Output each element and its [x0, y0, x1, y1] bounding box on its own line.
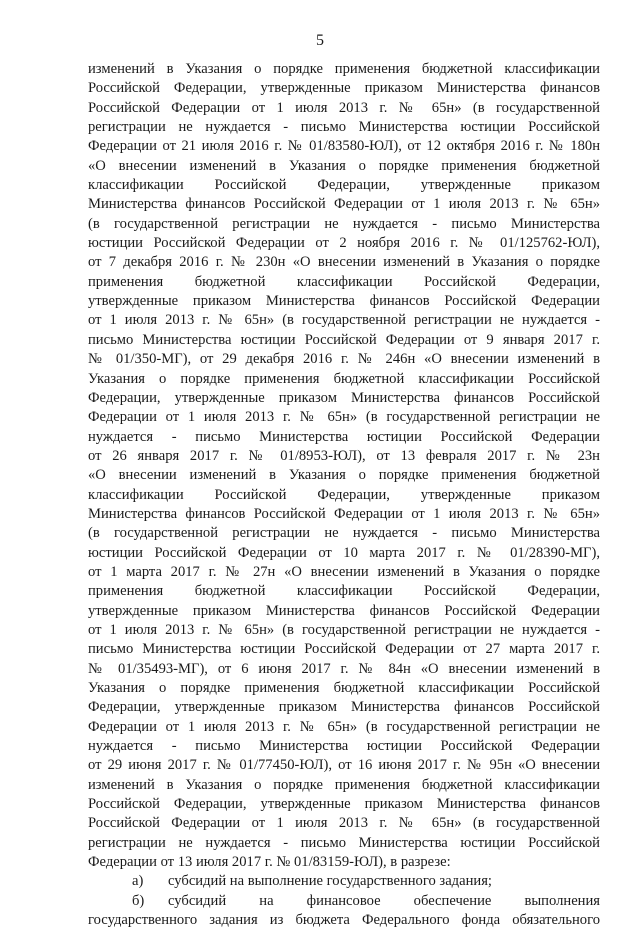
paragraph-line: от 1 июля 2013 г. № 65н» (в государственной регистрации не нуждается -: [88, 621, 600, 638]
paragraph-line: нуждается - письмо Министерства юстиции Российской Федерации: [88, 738, 600, 755]
paragraph-line: «О внесении изменений в Указания о порядке применения бюджетной: [88, 467, 600, 484]
list-item-text: субсидий на выполнение государственного задания;: [168, 873, 492, 890]
paragraph-line: утвержденные приказом Министерства финансов Российской Федерации: [88, 293, 600, 310]
list-item-text: субсидий на финансовое обеспечение выполнения: [168, 892, 600, 909]
paragraph-line: Российской Федерации, утвержденные приказом Министерства финансов: [88, 796, 600, 813]
paragraph-line: от 7 декабря 2016 г. № 230н «О внесении изменений в Указания о порядке: [88, 254, 600, 271]
page-number: 5: [316, 32, 324, 49]
paragraph-line: Федерации, утвержденные приказом Министерства финансов Российской: [88, 389, 600, 406]
paragraph-line: классификации Российской Федерации, утвержденные приказом: [88, 486, 600, 503]
paragraph-line: от 1 июля 2013 г. № 65н» (в государственной регистрации не нуждается -: [88, 312, 600, 329]
paragraph-line: (в государственной регистрации не нуждается - письмо Министерства: [88, 215, 600, 232]
paragraph-line: Российской Федерации от 1 июля 2013 г. № 65н» (в государственной: [88, 99, 600, 116]
document-body: [88, 60, 600, 930]
paragraph-line: письмо Министерства юстиции Российской Федерации от 27 марта 2017 г.: [88, 641, 600, 658]
paragraph-line: применения бюджетной классификации Российской Федерации,: [88, 273, 600, 290]
list-item-marker: а): [132, 873, 144, 890]
paragraph-line: (в государственной регистрации не нуждается - письмо Министерства: [88, 525, 600, 542]
list-item-marker: б): [132, 892, 145, 909]
paragraph-line: Указания о порядке применения бюджетной классификации Российской: [88, 370, 600, 387]
paragraph-line: нуждается - письмо Министерства юстиции Российской Федерации: [88, 428, 600, 445]
paragraph-line: Федерации от 1 июля 2013 г. № 65н» (в государственной регистрации не: [88, 718, 600, 735]
paragraph-line: Российской Федерации от 1 июля 2013 г. № 65н» (в государственной: [88, 815, 600, 832]
paragraph-line: № 01/350-МГ), от 29 декабря 2016 г. № 246н «О внесении изменений в: [88, 351, 600, 368]
paragraph-line: утвержденные приказом Министерства финансов Российской Федерации: [88, 602, 600, 619]
paragraph-line: Федерации от 13 июля 2017 г. № 01/83159-ЮЛ), в разрезе:: [88, 854, 451, 871]
paragraph-line: № 01/35493-МГ), от 6 июня 2017 г. № 84н «О внесении изменений в: [88, 660, 600, 677]
paragraph-line: Федерации, утвержденные приказом Министерства финансов Российской: [88, 699, 600, 716]
paragraph-line: «О внесении изменений в Указания о порядке применения бюджетной: [88, 157, 600, 174]
paragraph-line: Российской Федерации, утвержденные приказом Министерства финансов: [88, 80, 600, 97]
paragraph-line: классификации Российской Федерации, утвержденные приказом: [88, 177, 600, 194]
paragraph-line: Федерации от 21 июля 2016 г. № 01/83580-ЮЛ), от 12 октября 2016 г. № 180н: [88, 138, 600, 155]
paragraph-line: регистрации не нуждается - письмо Министерства юстиции Российской: [88, 834, 600, 851]
list-item: [88, 892, 600, 911]
paragraph-line: изменений в Указания о порядке применения бюджетной классификации: [88, 61, 600, 77]
paragraph-line: от 29 июня 2017 г. № 01/77450-ЮЛ), от 16 июня 2017 г. № 95н «О внесении: [88, 757, 600, 774]
paragraph-line: государственного задания из бюджета Федерального фонда обязательного: [88, 912, 600, 929]
paragraph-line: от 1 марта 2017 г. № 27н «О внесении изменений в Указания о порядке: [88, 563, 600, 580]
paragraph-line: изменений в Указания о порядке применения бюджетной классификации: [88, 776, 600, 793]
paragraph-line: Федерации от 1 июля 2013 г. № 65н» (в государственной регистрации не: [88, 409, 600, 426]
paragraph-line: Указания о порядке применения бюджетной классификации Российской: [88, 680, 600, 696]
paragraph-line: юстиции Российской Федерации от 10 марта 2017 г. № 01/28390-МГ),: [88, 544, 600, 561]
paragraph-line: регистрации не нуждается - письмо Министерства юстиции Российской: [88, 119, 600, 136]
paragraph-line: от 26 января 2017 г. № 01/8953-ЮЛ), от 13 февраля 2017 г. № 23н: [88, 447, 600, 464]
paragraph-line: Министерства финансов Российской Федерации от 1 июля 2013 г. № 65н»: [88, 505, 600, 522]
paragraph-line: юстиции Российской Федерации от 2 ноября 2016 г. № 01/125762-ЮЛ),: [88, 235, 600, 252]
list-item: [88, 872, 600, 891]
paragraph-line: письмо Министерства юстиции Российской Федерации от 9 января 2017 г.: [88, 331, 600, 348]
paragraph-line: Министерства финансов Российской Федерации от 1 июля 2013 г. № 65н»: [88, 196, 600, 213]
paragraph-line: применения бюджетной классификации Российской Федерации,: [88, 583, 600, 600]
